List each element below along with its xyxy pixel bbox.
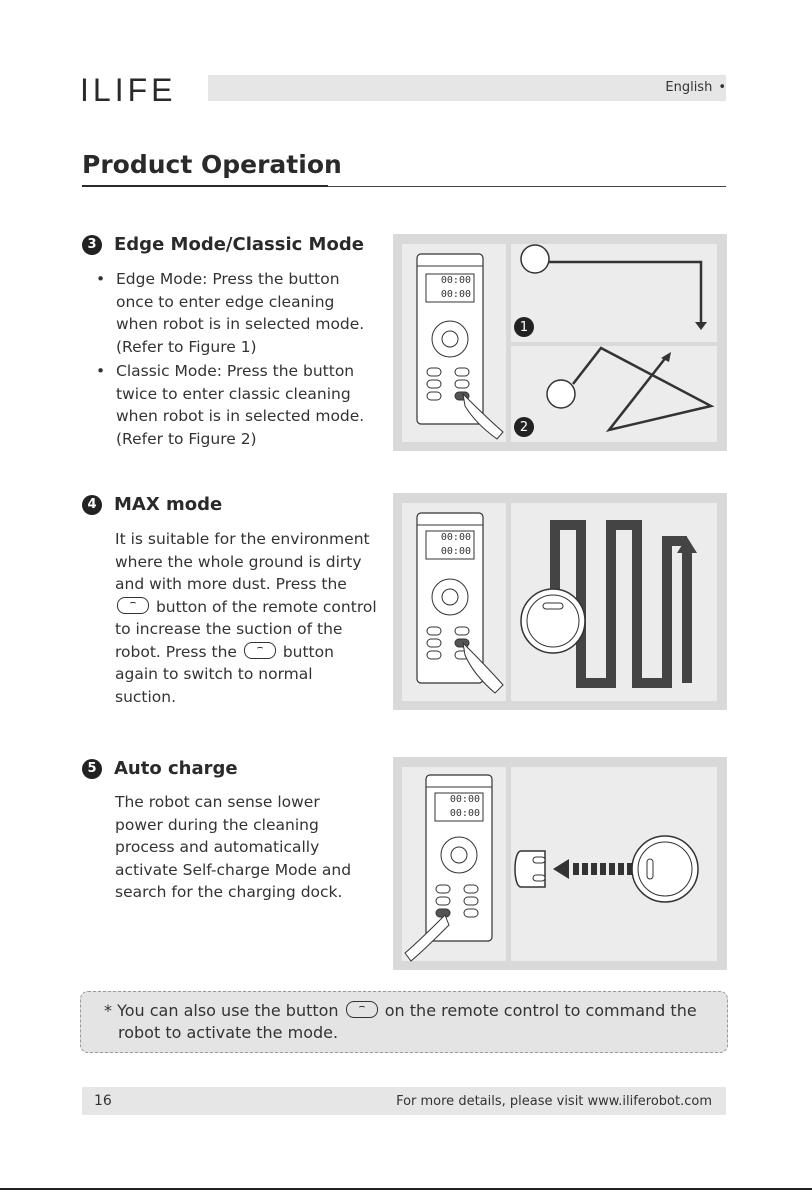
text-line: It is suitable for the environment: [115, 530, 370, 548]
home-button-icon: [346, 1001, 378, 1018]
text-line: search for the charging dock.: [115, 883, 343, 901]
note-text: [104, 1000, 724, 1044]
section-3-heading: [82, 234, 364, 255]
bottom-edge-line: [0, 1188, 812, 1190]
display-bottom: 00:00: [440, 289, 471, 300]
section-3-body: [96, 268, 396, 450]
display-bottom: 00:00: [440, 546, 471, 557]
text-line: once to enter edge cleaning: [116, 292, 335, 311]
bullet-dot: •: [96, 362, 106, 380]
display-top: 00:00: [440, 532, 471, 543]
display-top: 00:00: [449, 794, 480, 805]
text-fragment: button: [282, 642, 334, 661]
bullet-classic-mode: [96, 360, 396, 450]
text-line: (Refer to Figure 2): [116, 429, 257, 448]
brand-logo: ILIFE: [80, 72, 177, 108]
bullet-edge-mode: [96, 268, 396, 358]
page-number: 16: [94, 1093, 112, 1109]
text-line: when robot is in selected mode.: [116, 407, 365, 425]
suction-button-icon: [244, 642, 276, 659]
display-bottom: 00:00: [449, 808, 480, 819]
section-5-number: 5: [82, 759, 102, 779]
text-line: power during the cleaning: [115, 815, 319, 834]
remote-display: [436, 793, 480, 821]
figure-panel-auto-charge: [393, 757, 727, 970]
page-title: Product Operation: [82, 150, 342, 179]
text-line: (Refer to Figure 1): [116, 337, 257, 356]
text-line: Edge Mode: Press the button: [116, 270, 340, 288]
section-4-heading: [82, 494, 222, 515]
section-3-number: 3: [82, 235, 102, 255]
title-underline: [82, 185, 328, 187]
note-star: *: [104, 1001, 112, 1020]
language-text: English: [665, 80, 713, 95]
section-5-title: Auto charge: [114, 758, 238, 779]
note-line-2: robot to activate the mode.: [118, 1023, 339, 1042]
section-5-heading: [82, 758, 238, 779]
text-line: The robot can sense lower: [115, 793, 320, 811]
section-4-number: 4: [82, 495, 102, 515]
text-line: twice to enter classic cleaning: [116, 384, 351, 403]
suction-button-icon: [117, 597, 149, 614]
text-line: [115, 641, 393, 664]
figure-panel-edge-classic: [393, 234, 727, 451]
figure-panel-max-mode: [393, 493, 727, 710]
section-3-title: Edge Mode/Classic Mode: [114, 234, 364, 255]
footer-website-text: For more details, please visit www.iliferobot.com: [396, 1094, 712, 1109]
text-fragment: button of the remote control: [155, 597, 377, 616]
section-4-body: [115, 528, 393, 708]
max-mode-illustration: [393, 493, 727, 710]
header-bar: [208, 75, 726, 101]
edge-classic-illustration: [393, 234, 727, 451]
remote-display: [427, 531, 471, 559]
bullet-dot: •: [96, 270, 106, 288]
text-line: activate Self-charge Mode and: [115, 860, 352, 879]
text-line: [115, 596, 393, 619]
language-label: [665, 80, 726, 95]
section-5-body: [115, 791, 393, 904]
text-line: suction.: [115, 687, 177, 706]
text-fragment: robot. Press the: [115, 642, 237, 661]
text-line: and with more dust. Press the: [115, 575, 347, 593]
auto-charge-illustration: [393, 757, 727, 970]
text-fragment: You can also use the button: [117, 1001, 339, 1020]
figure-1-label: 1: [514, 317, 534, 337]
language-dot: •: [718, 80, 726, 95]
text-line: when robot is in selected mode.: [116, 315, 365, 333]
display-top: 00:00: [440, 275, 471, 286]
text-line: to increase the suction of the: [115, 620, 343, 638]
remote-display: [427, 274, 471, 302]
figure-2-label: 2: [514, 417, 534, 437]
text-line: again to switch to normal: [115, 665, 313, 683]
section-4-title: MAX mode: [114, 494, 223, 515]
text-line: Classic Mode: Press the button: [116, 362, 355, 380]
text-fragment: on the remote control to command the: [384, 1001, 697, 1020]
note-line-1: [104, 1000, 724, 1022]
text-line: process and automatically: [115, 838, 320, 856]
text-line: where the whole ground is dirty: [115, 552, 362, 571]
